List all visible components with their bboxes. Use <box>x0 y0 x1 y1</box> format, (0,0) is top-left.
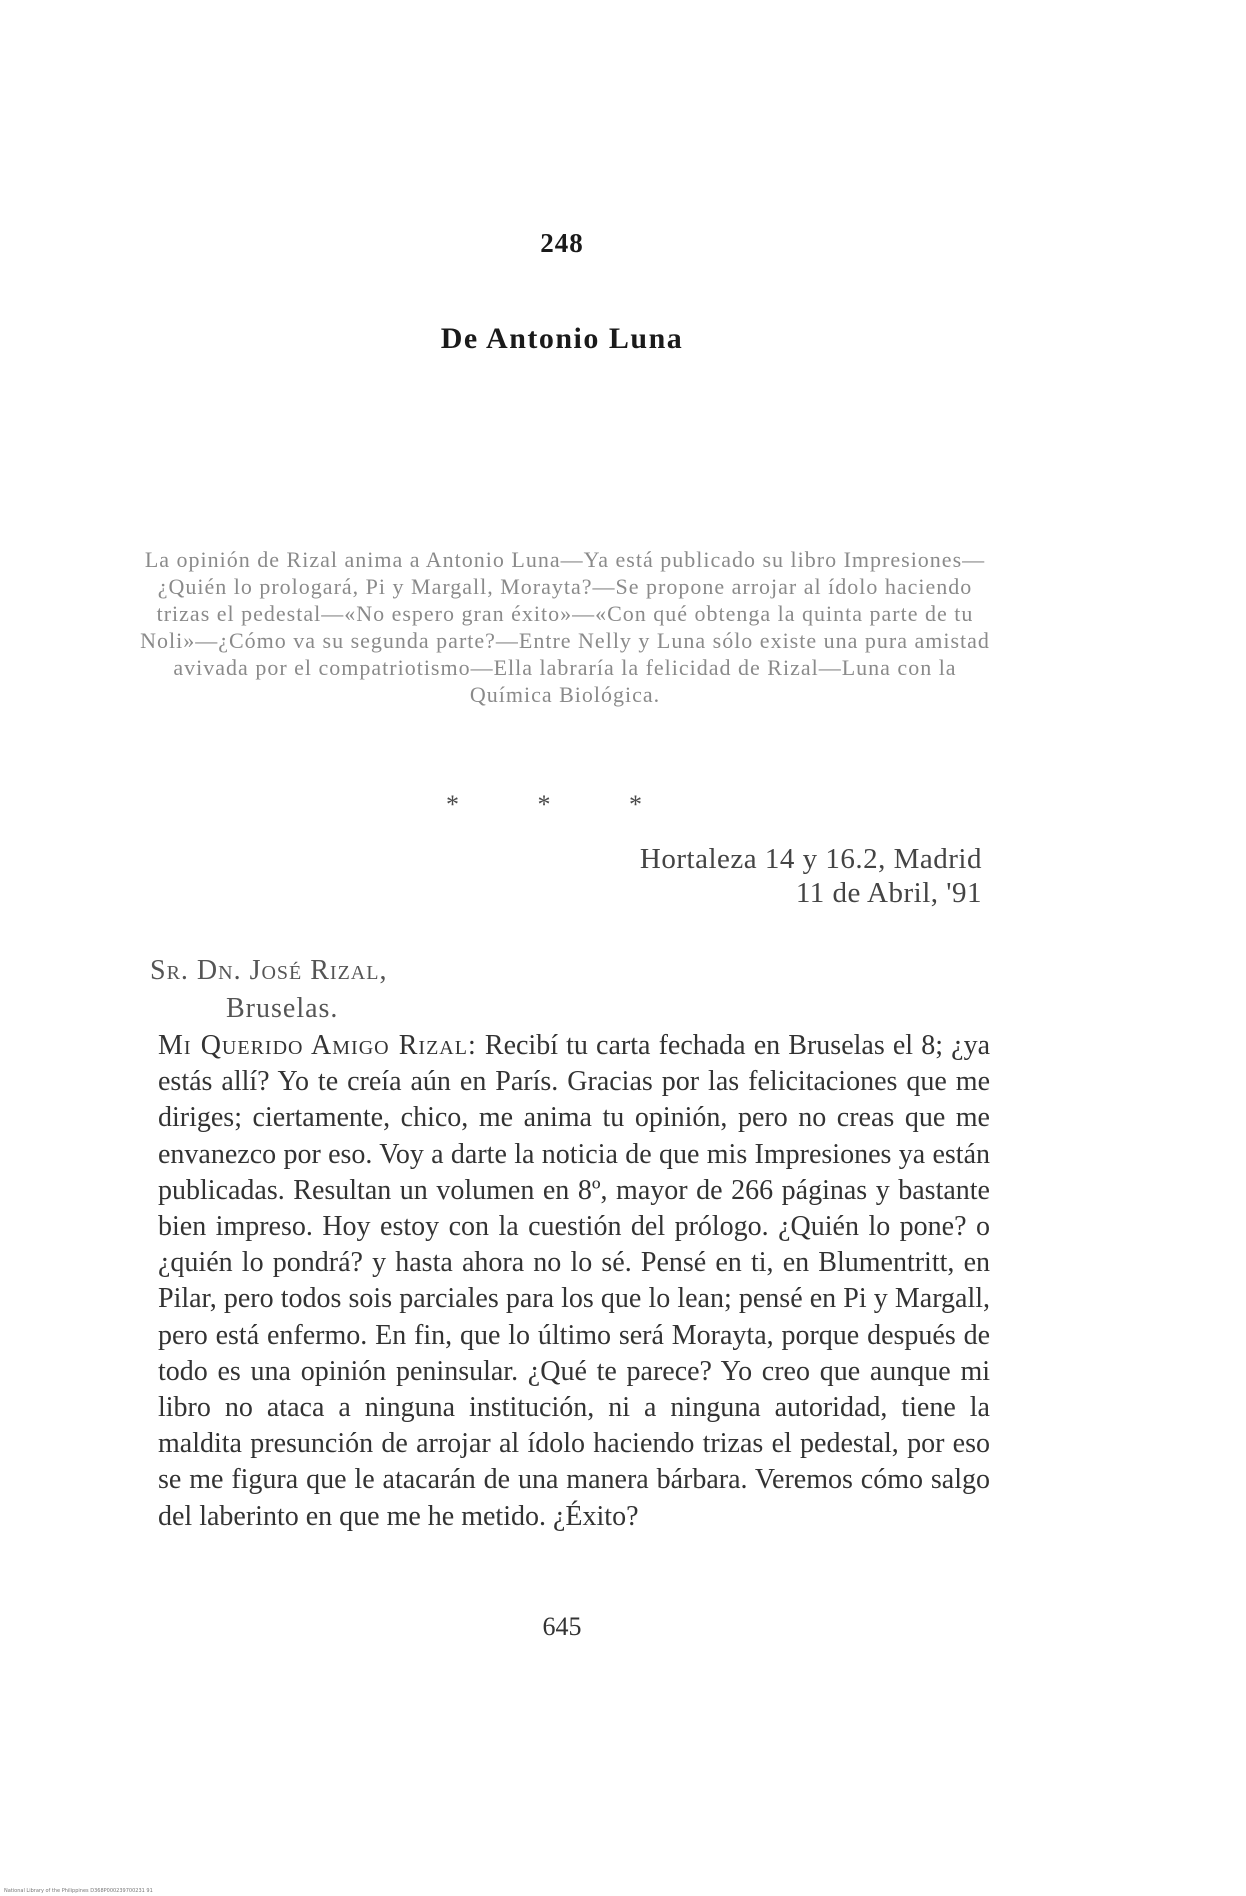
salutation-city: Bruselas. <box>226 993 339 1024</box>
salutation <box>150 952 387 1028</box>
page-number-bottom: 645 <box>542 1612 582 1641</box>
letter-place: Hortaleza 14 y 16.2, Madrid <box>639 843 982 875</box>
salutation-name: Sr. Dn. José Rizal, <box>150 955 388 986</box>
letter-date: 11 de Abril, '91 <box>795 877 982 909</box>
page-number-top: 248 <box>540 228 584 258</box>
letter-body <box>158 1028 990 1535</box>
section-separator: * * * <box>446 790 678 819</box>
letter-summary: La opinión de Rizal anima a Antonio Luna—Ya está publicado su libro Impresiones—¿Quién lo prologará, Pi y Margall, Morayta?—Se propone arrojar al ídolo haciendo trizas el pedestal—«No espero gran éxito»—«Con qué obtenga la quinta parte de tu Noli»—¿Cómo va su segunda parte?—Entre Nelly y Luna sólo existe una pura amistad avivada por el compatriotismo—Ella labraría la felicidad de Rizal—Luna con la Química Biológica. <box>140 547 990 707</box>
letter-body-text: Recibí tu carta fechada en Bruselas el 8; ¿ya estás allí? Yo te creía aún en París. Gracias por las felicitaciones que me diriges; ciertamente, chico, me anima tu opinión, pero no creas que me envanezco por eso. Voy a darte la noticia de que mis Impresiones ya están publicadas. Resultan un volumen en 8º, mayor de 266 páginas y bastante bien impreso. Hoy estoy con la cuestión del prólogo. ¿Quién lo pone? o ¿quién lo pondrá? y hasta ahora no lo sé. Pensé en ti, en Blumentritt, en Pilar, pero todos sois parciales para los que lo lean; pensé en Pi y Margall, pero está enfermo. En fin, que lo último será Morayta, porque después de todo es una opinión peninsular. ¿Qué te parece? Yo creo que aunque mi libro no ataca a ninguna institución, ni a ninguna autoridad, tiene la maldita presunción de arrojar al ídolo haciendo trizas el pedestal, por eso se me figura que le atacarán de una manera bárbara. Veremos cómo salgo del laberinto en que me he metido. ¿Éxito? <box>158 1030 990 1532</box>
letter-opening: Mi Querido Amigo Rizal: <box>158 1030 477 1061</box>
footer-credit: National Library of the Philippines D368P000239700231 91 <box>4 1888 153 1894</box>
letter-title: De Antonio Luna <box>440 322 684 355</box>
letter-place-date <box>640 842 982 910</box>
